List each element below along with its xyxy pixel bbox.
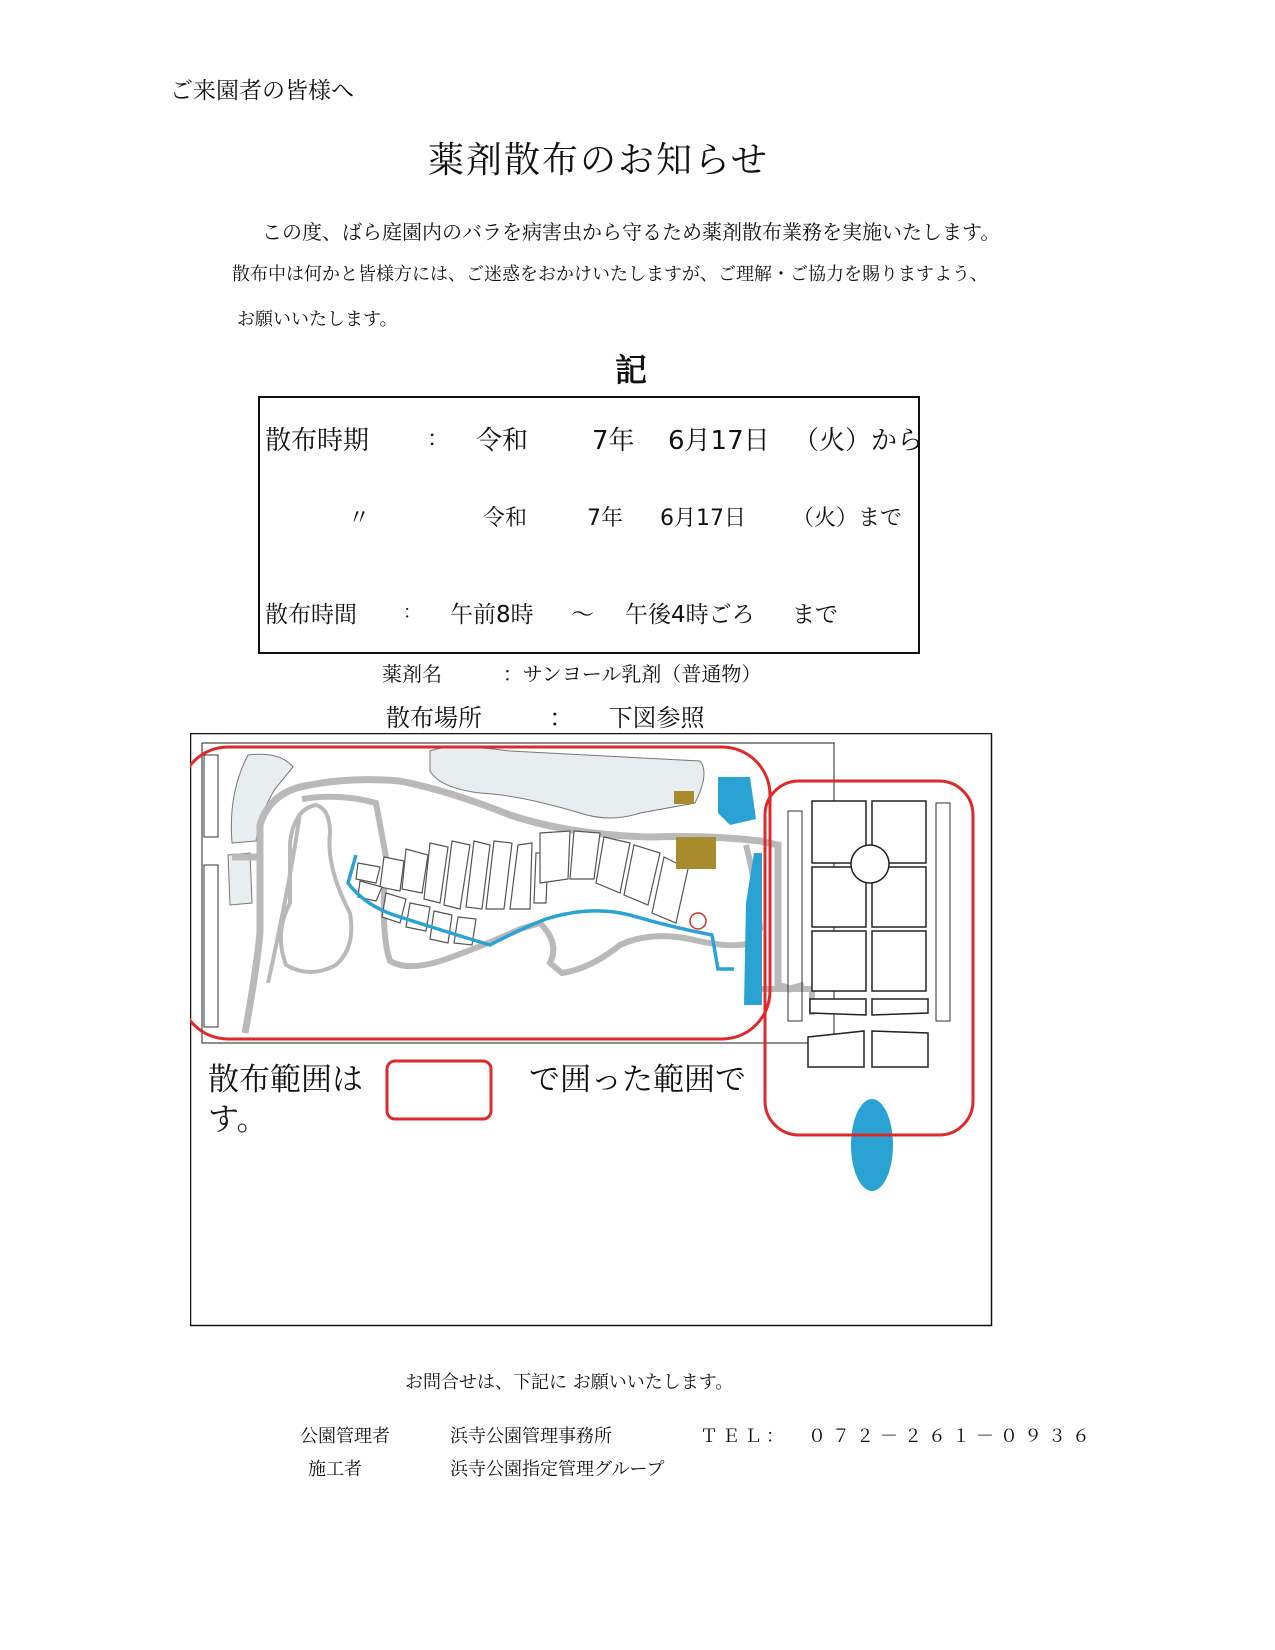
period-colon: ： bbox=[427, 427, 450, 452]
tel-label: ＴＥＬ： bbox=[700, 1426, 788, 1447]
time-until: まで bbox=[792, 602, 838, 628]
map-legend bbox=[208, 1060, 746, 1140]
lawn-left bbox=[228, 853, 252, 905]
location-colon: ： bbox=[549, 704, 574, 732]
schedule-box bbox=[258, 396, 924, 654]
chemical-label: 薬剤名 bbox=[382, 662, 442, 686]
from-day: （火）から bbox=[793, 426, 924, 456]
to-era: 令和 bbox=[483, 506, 528, 531]
location-label: 散布場所 bbox=[386, 704, 482, 732]
location-value: 下図参照 bbox=[608, 704, 705, 732]
tel-value: ０７２－２６１－０９３６ bbox=[808, 1426, 1096, 1447]
from-era: 令和 bbox=[476, 426, 529, 456]
ki-heading: 記 bbox=[615, 351, 648, 389]
side-bed-right-right bbox=[936, 803, 950, 1021]
from-year: 7年 bbox=[592, 426, 635, 456]
inner-lawn-path bbox=[281, 805, 352, 972]
intro-line-3: お願いいたします。 bbox=[237, 309, 398, 330]
garden-map bbox=[190, 733, 994, 1328]
from-date: 6月17日 bbox=[668, 426, 770, 456]
inquiry-text: お問合せは、下記に お願いいたします。 bbox=[405, 1372, 734, 1393]
fountain-marker bbox=[690, 913, 706, 929]
location-row bbox=[386, 698, 705, 733]
time-label: 散布時間 bbox=[265, 602, 357, 628]
oval-pond bbox=[851, 1099, 893, 1191]
building-small bbox=[674, 791, 694, 804]
pond-channel bbox=[744, 853, 762, 1005]
time-end: 午後4時ごろ bbox=[625, 602, 755, 628]
legend-after: で囲った範囲で bbox=[529, 1062, 746, 1098]
central-circle-bed bbox=[851, 845, 889, 883]
manager-value: 浜寺公園管理事務所 bbox=[450, 1426, 612, 1447]
greeting: ご来園者の皆様へ bbox=[170, 78, 354, 104]
to-day: （火）まで bbox=[792, 506, 903, 531]
legend-tail: す。 bbox=[208, 1102, 268, 1138]
intro-line-2: 散布中は何かと皆様方には、ご迷惑をおかけいたしますが、ご理解・ご協力を賜りますよう、 bbox=[232, 264, 988, 285]
chemical-value: ：サンヨール乳剤（普通物） bbox=[502, 662, 762, 686]
spray-area-right bbox=[765, 781, 973, 1135]
side-bed-left-bottom bbox=[204, 865, 218, 1027]
time-colon: ： bbox=[403, 602, 421, 623]
pond-top bbox=[718, 777, 756, 825]
time-start: 午前8時 bbox=[450, 602, 534, 628]
chemical-row bbox=[382, 658, 761, 687]
contractor-label: 施工者 bbox=[308, 1459, 362, 1480]
to-date: 6月17日 bbox=[660, 506, 746, 531]
page-title: 薬剤散布のお知らせ bbox=[428, 140, 769, 181]
side-bed-left-top bbox=[204, 755, 218, 837]
tilde: ～ bbox=[571, 602, 594, 628]
building-large bbox=[676, 837, 716, 869]
intro-line-1: この度、ばら庭園内のバラを病害虫から守るため薬剤散布業務を実施いたします。 bbox=[262, 220, 1001, 244]
lawn-top bbox=[430, 747, 704, 818]
legend-before: 散布範囲は bbox=[208, 1062, 363, 1098]
to-year: 7年 bbox=[587, 506, 623, 531]
contractor-value: 浜寺公園指定管理グループ bbox=[450, 1459, 665, 1480]
manager-label: 公園管理者 bbox=[300, 1426, 390, 1447]
ditto-mark: 〃 bbox=[348, 506, 371, 531]
formal-beds bbox=[808, 801, 928, 1067]
period-label: 散布時期 bbox=[265, 426, 370, 456]
